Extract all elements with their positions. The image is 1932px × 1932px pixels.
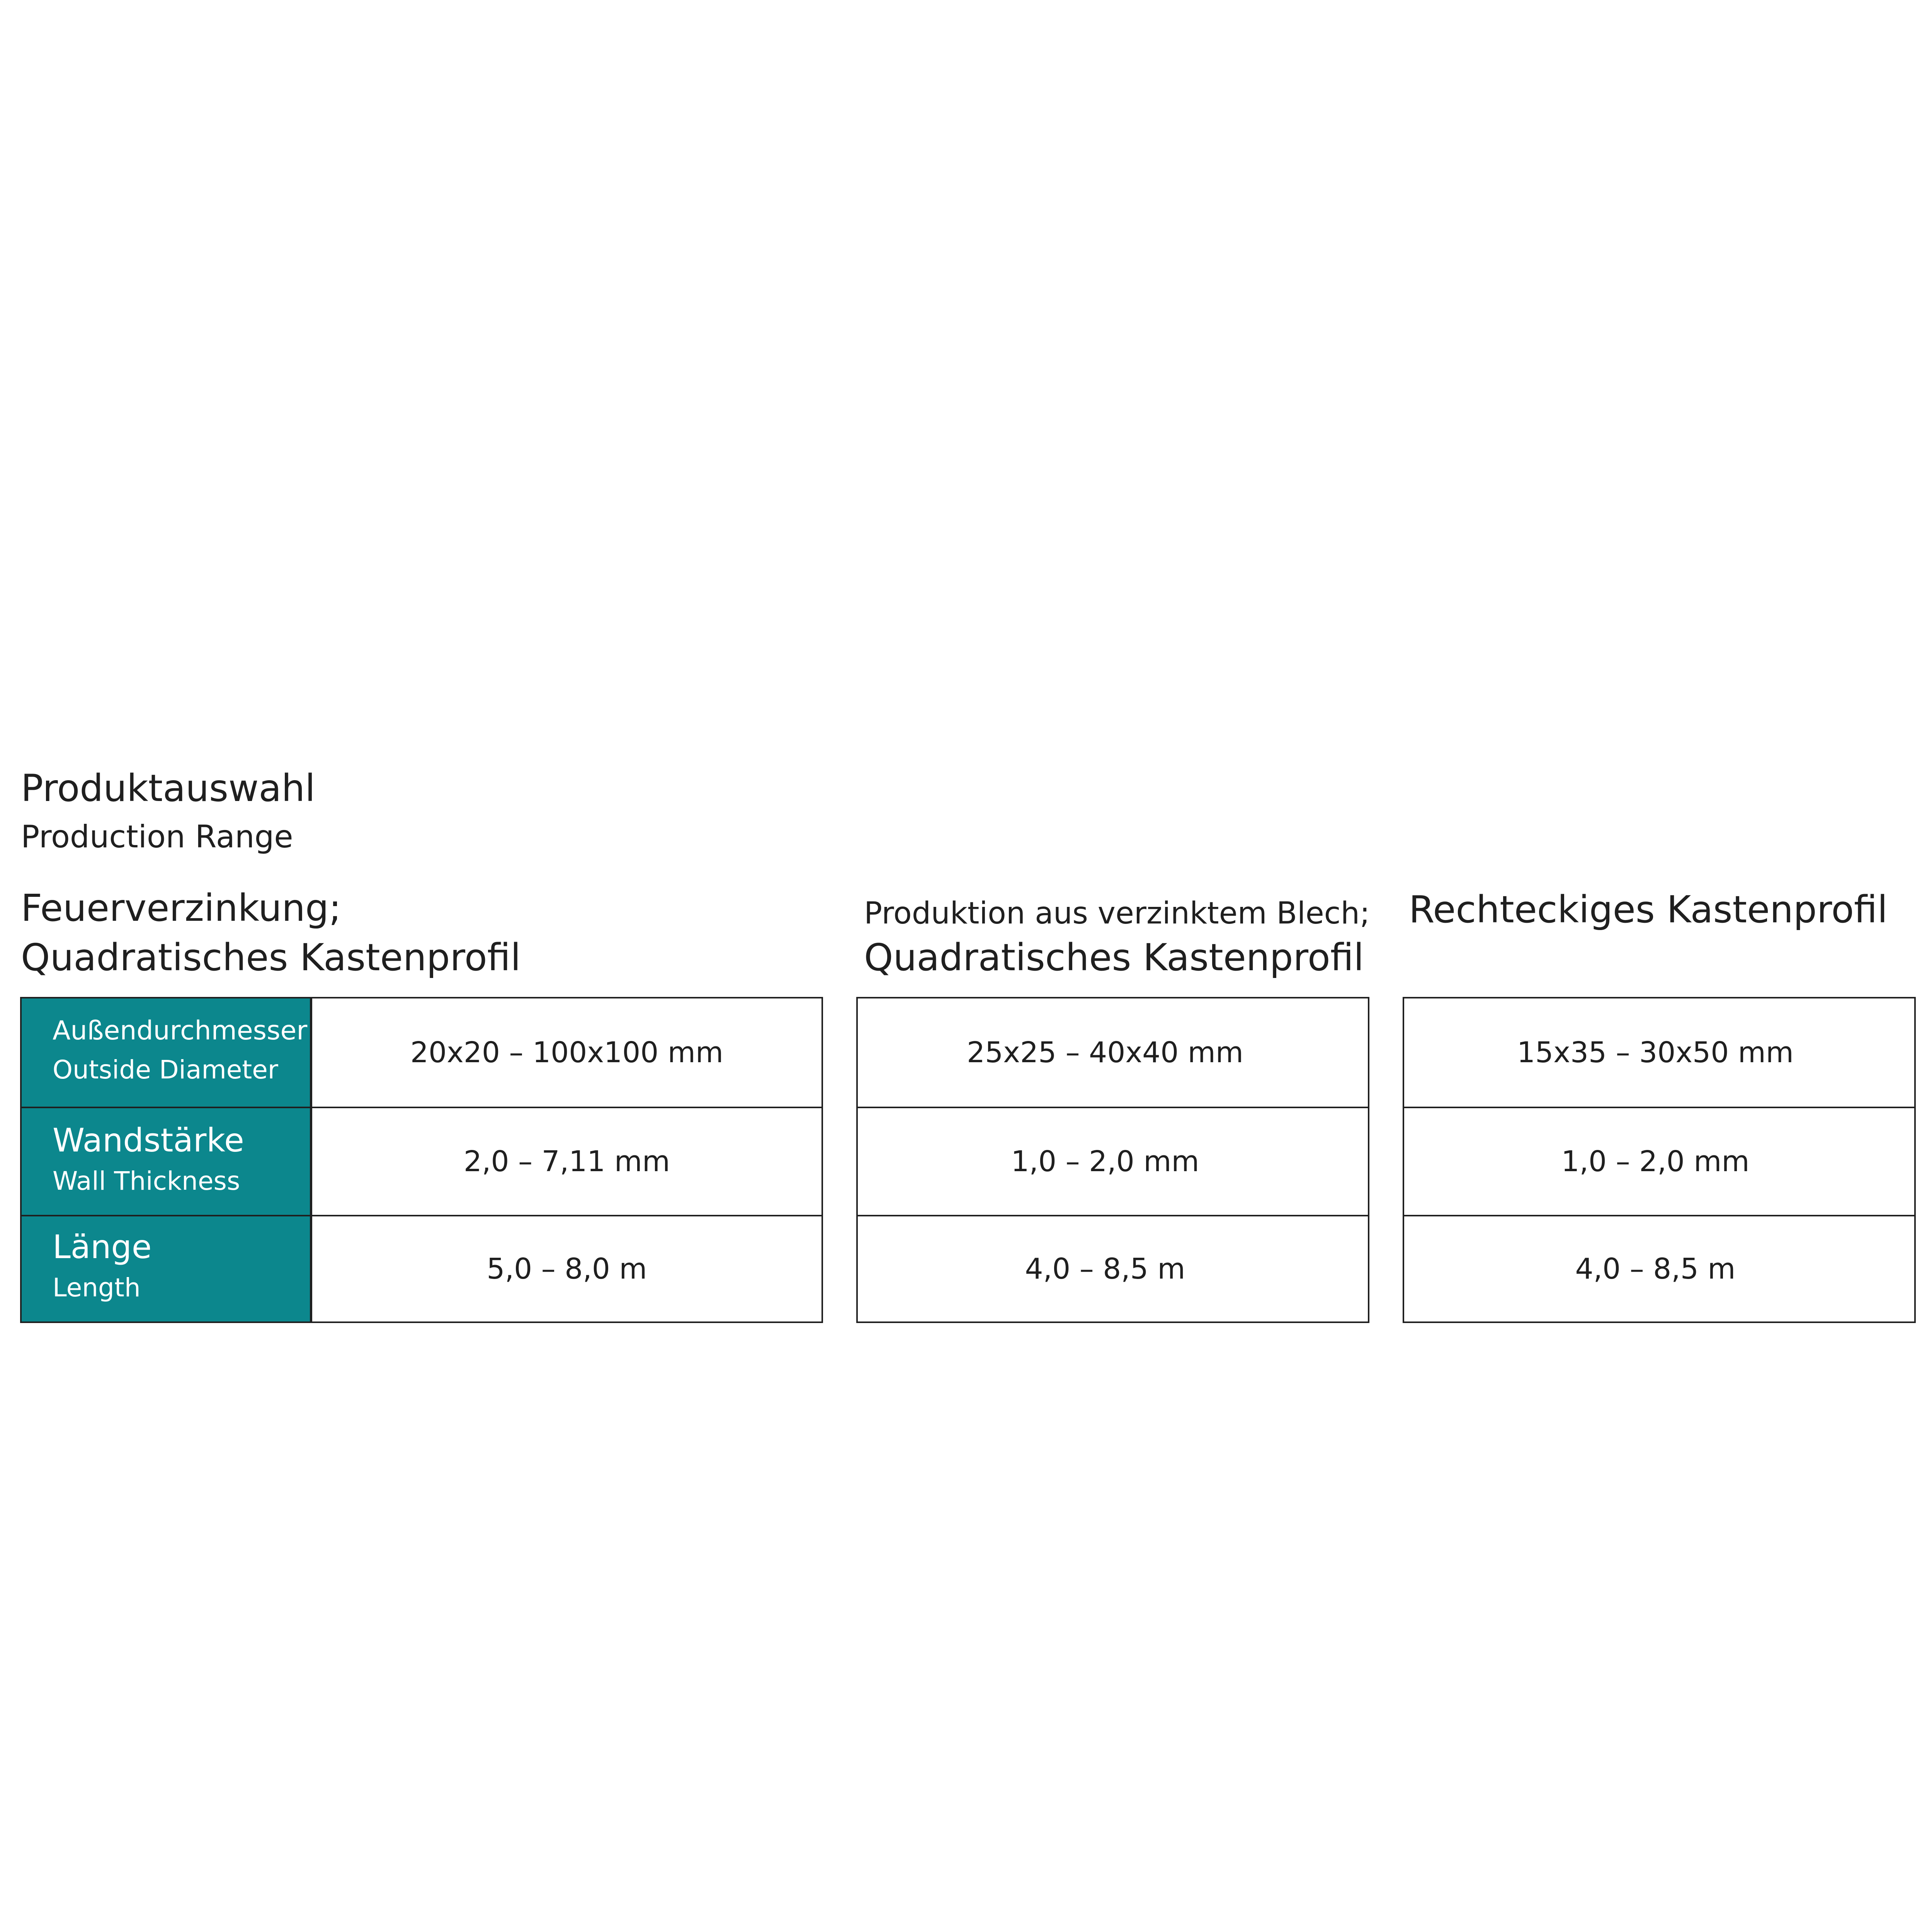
table-row-wall-thickness: [22, 1107, 821, 1215]
row-header-de: Wandstärke: [53, 1121, 244, 1159]
table-cell: 25x25 – 40x40 mm: [967, 1036, 1243, 1069]
section-1-title-line2: Quadratisches Kastenprofil: [21, 936, 521, 979]
page-subtitle: Production Range: [21, 819, 293, 855]
row-header-en: Wall Thickness: [53, 1166, 240, 1196]
table-row: [858, 1215, 1368, 1321]
section-3-title: Rechteckiges Kastenprofil: [1409, 888, 1888, 931]
table-row: [1404, 1107, 1914, 1215]
table-row: [1404, 998, 1914, 1107]
row-header-en: Length: [53, 1273, 141, 1303]
table-cell: 1,0 – 2,0 mm: [1011, 1145, 1199, 1178]
spec-table-1: [20, 997, 823, 1323]
row-header-wall-thickness: [22, 1108, 312, 1215]
section-2-title-line1: Produktion aus verzinktem Blech;: [864, 896, 1370, 931]
table-row: [858, 998, 1368, 1107]
row-header-de: Länge: [53, 1228, 152, 1266]
spec-table-3: [1403, 997, 1916, 1323]
table-row-length: [22, 1215, 821, 1321]
row-header-en: Outside Diameter: [53, 1055, 278, 1085]
table-cell: 5,0 – 8,0 m: [486, 1252, 647, 1286]
table-row: [858, 1107, 1368, 1215]
table-row-outside-diameter: [22, 998, 821, 1107]
page-title: Produktauswahl: [21, 767, 315, 810]
table-cell: 1,0 – 2,0 mm: [1561, 1145, 1750, 1178]
row-header-length: [22, 1216, 312, 1321]
table-cell: 2,0 – 7,11 mm: [463, 1145, 670, 1178]
table-cell: 20x20 – 100x100 mm: [410, 1036, 724, 1069]
section-1-title-line1: Feuerverzinkung;: [21, 886, 342, 930]
table-cell: 4,0 – 8,5 m: [1025, 1252, 1185, 1286]
section-2-title-line2: Quadratisches Kastenprofil: [864, 936, 1364, 979]
spec-table-2: [856, 997, 1369, 1323]
table-row: [1404, 1215, 1914, 1321]
table-cell: 4,0 – 8,5 m: [1575, 1252, 1736, 1286]
table-cell: 15x35 – 30x50 mm: [1517, 1036, 1794, 1069]
row-header-outside-diameter: [22, 998, 312, 1107]
row-header-de: Außendurchmesser: [53, 1015, 308, 1046]
